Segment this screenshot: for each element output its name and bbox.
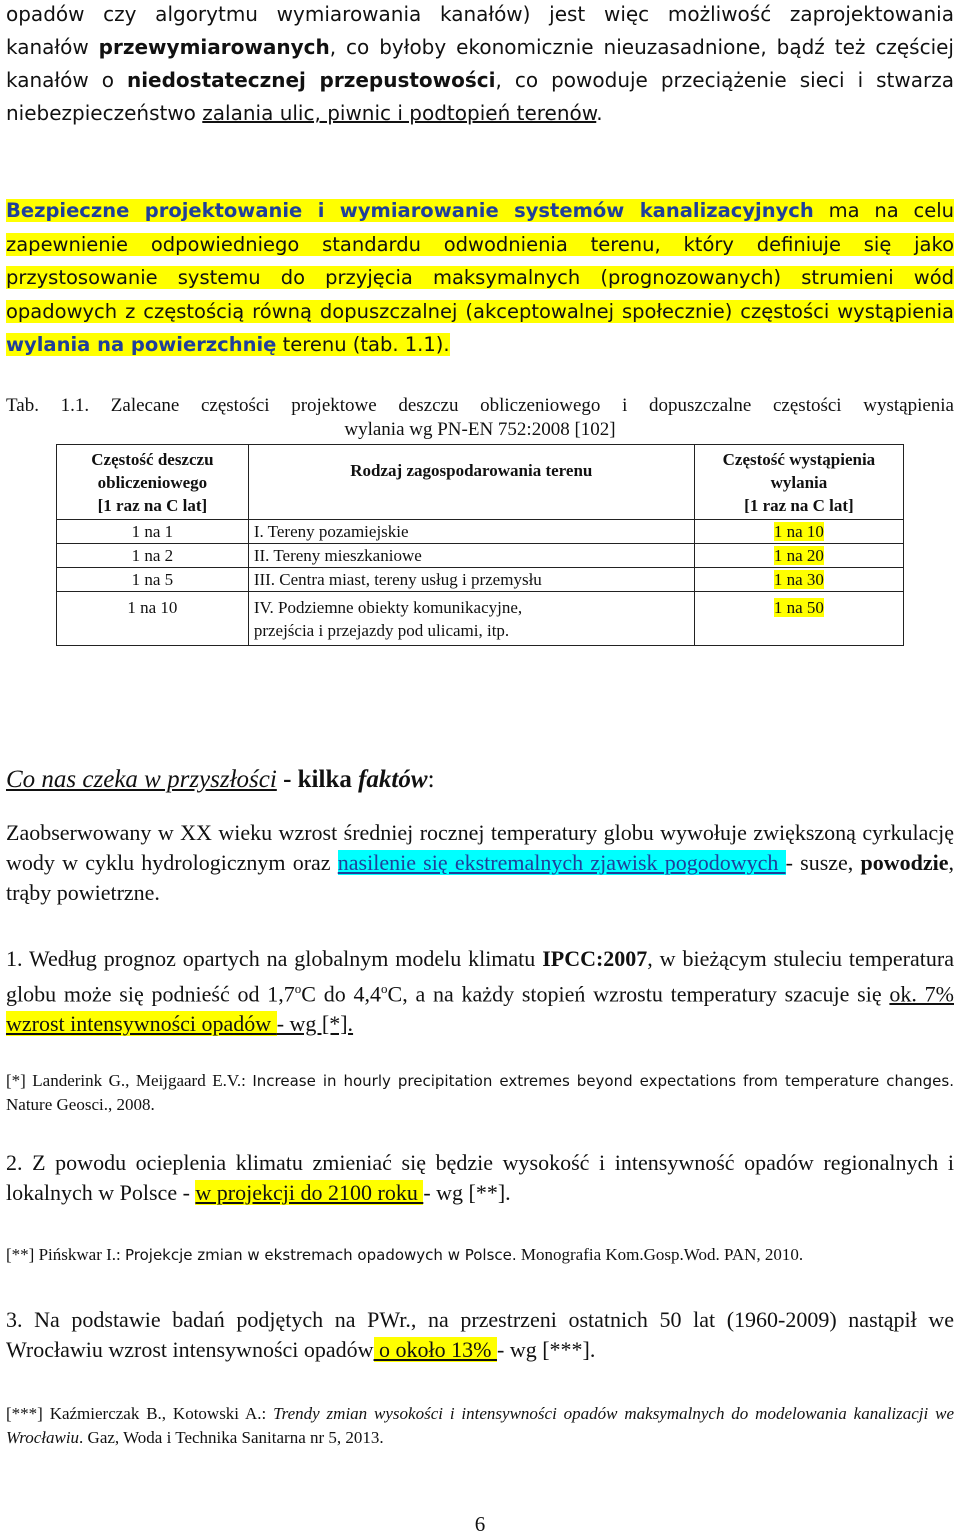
- table-caption: [6, 394, 954, 442]
- safe-design-paragraph: [6, 194, 954, 362]
- table-header-row: [57, 445, 904, 520]
- fact1-text-a: 1. Według prognoz opartych na globalnym modelu klimatu: [6, 946, 543, 971]
- cell-land-use: [248, 592, 694, 646]
- ref3-title: Trendy zmian wysokości i intensywności opadów maksymalnych do modelowania kanalizacji we Wrocławiu: [6, 1404, 955, 1447]
- header-col2-label: Rodzaj zagospodarowania terenu: [350, 461, 593, 480]
- future-heading: [6, 766, 435, 794]
- cell-flood-value: 1 na 20: [773, 546, 824, 565]
- ref1-journal: Nature Geosci., 2008.: [6, 1095, 155, 1114]
- fact3-text-a: 3. Na podstawie badań podjętych na PWr., na przestrzeni ostatnich 50 lat (1960-2009) nastąpił we Wrocławiu wzrost intensywności opadów: [6, 1307, 954, 1362]
- header-col3-line2: wylania: [770, 473, 828, 492]
- intro-line-3: [6, 64, 954, 97]
- fact-3: [6, 1305, 954, 1365]
- cell-land-use-line2: przejścia i przejazdy pod ulicami, itp.: [253, 621, 510, 640]
- safe-design-tail: terenu (tab. 1.1).: [276, 333, 450, 356]
- intro-text-4a: niebezpieczeństwo: [6, 101, 203, 125]
- cell-flood: [694, 568, 903, 592]
- header-flood-frequency: [694, 445, 903, 520]
- fact1-text-d: C, a na każdy stopień wzrostu temperatury szacuje się: [387, 981, 890, 1007]
- fact3-text-b: - wg [***].: [497, 1337, 596, 1362]
- future-paragraph: [6, 818, 954, 908]
- header-col1-line2: obliczeniowego: [97, 473, 208, 492]
- fact1-degree-1: o: [294, 981, 302, 996]
- fact1-ipcc: IPCC:2007: [542, 946, 648, 971]
- header-col3-line1: Częstość wystąpienia: [722, 450, 876, 469]
- fact2-text-b: - wg [**].: [423, 1180, 511, 1205]
- future-heading-italic: Co nas czeka w przyszłości: [6, 766, 277, 793]
- cell-land-use-line1: IV. Podziemne obiekty komunikacyjne,: [253, 598, 523, 617]
- fact1-text-b: , w bieżącym stuleciu temperatura globu może się podnieść od 1,7: [6, 946, 954, 1007]
- reference-3: [6, 1402, 954, 1450]
- cell-land-use: II. Tereny mieszkaniowe: [248, 544, 694, 568]
- intro-underlined-flooding: zalania ulic, piwnic i podtopień terenów: [202, 101, 597, 125]
- fact-2: [6, 1148, 954, 1208]
- table-row: [57, 520, 904, 544]
- header-rain-frequency: [57, 445, 249, 520]
- cell-rain: 1 na 10: [57, 592, 249, 646]
- fact2-highlight: w projekcji do 2100 roku: [195, 1180, 424, 1205]
- intro-text-1: opadów czy algorytmu wymiarowania kanałów) jest więc możliwość zaprojektowania: [6, 2, 954, 26]
- future-heading-bold: - kilka: [276, 766, 359, 793]
- future-text-c: , trąby powietrzne.: [6, 850, 954, 905]
- cell-rain: 1 na 2: [57, 544, 249, 568]
- future-text-b: - susze,: [785, 850, 861, 875]
- table-row: [57, 568, 904, 592]
- future-highlight-extreme: nasilenie się ekstremalnych zjawisk pogodowych: [337, 850, 786, 875]
- intro-paragraph: [6, 0, 954, 130]
- cell-land-use: I. Tereny pozamiejskie: [248, 520, 694, 544]
- header-land-use: [248, 445, 694, 520]
- ref2-title: Projekcje zmian w ekstremach opadowych w Polsce.: [124, 1246, 517, 1264]
- fact1-seven-percent: ok. 7%: [889, 981, 954, 1007]
- ref2-authors: [**] Pińskwar I.:: [6, 1245, 125, 1264]
- ref3-journal: . Gaz, Woda i Technika Sanitarna nr 5, 2013.: [79, 1428, 384, 1447]
- fact1-highlight: wzrost intensywności opadów: [6, 1011, 277, 1037]
- cell-flood: [694, 592, 903, 646]
- fact-1: [6, 944, 954, 1039]
- cell-rain: 1 na 1: [57, 520, 249, 544]
- fact2-text-a: 2. Z powodu ocieplenia klimatu zmieniać się będzie wysokość i intensywność opadów regionalnych i lokalnych w Polsce -: [6, 1150, 954, 1205]
- intro-text-3a: kanałów o: [6, 68, 127, 92]
- reference-2: [6, 1243, 954, 1267]
- future-heading-facts: faktów: [358, 766, 428, 793]
- cell-land-use: III. Centra miast, tereny usług i przemysłu: [248, 568, 694, 592]
- reference-1: [6, 1069, 954, 1117]
- table-row: [57, 592, 904, 646]
- safe-design-lead: Bezpieczne projektowanie i wymiarowanie systemów kanalizacyjnych: [6, 199, 814, 222]
- future-heading-colon: :: [427, 766, 435, 793]
- header-col1-line1: Częstość deszczu: [91, 450, 214, 469]
- intro-text-3c: , co powoduje przeciążenie sieci i stwarza: [495, 68, 954, 92]
- future-text-a: Zaobserwowany w XX wieku wzrost średniej rocznej temperatury globu wywołuje zwiększoną cyrkulację wody w cyklu hydrologicznym oraz: [6, 820, 954, 875]
- safe-design-bold-end: wylania na powierzchnię: [6, 333, 277, 356]
- intro-line-2: [6, 31, 954, 64]
- intro-line-1: [6, 0, 954, 31]
- cell-flood-value: 1 na 30: [773, 570, 824, 589]
- intro-text-4c: .: [596, 101, 603, 125]
- fact3-highlight: o około 13%: [373, 1337, 497, 1362]
- cell-flood-value: 1 na 10: [773, 522, 824, 541]
- table-caption-line-2: wylania wg PN-EN 752:2008 [102]: [344, 419, 616, 440]
- ref3-authors: [***] Kaźmierczak B., Kotowski A.:: [6, 1404, 274, 1423]
- intro-bold-oversized: przewymiarowanych: [98, 35, 330, 59]
- intro-line-4: [6, 97, 954, 130]
- intro-text-2c: , co byłoby ekonomicznie nieuzasadnione, bądź też częściej: [329, 35, 954, 59]
- ref2-publisher: Monografia Kom.Gosp.Wod. PAN, 2010.: [516, 1245, 804, 1264]
- cell-flood-value: 1 na 50: [773, 598, 824, 617]
- header-col3-line3: [1 raz na C lat]: [744, 496, 854, 515]
- intro-text-2a: kanałów: [6, 35, 99, 59]
- cell-flood: [694, 520, 903, 544]
- table-row: [57, 544, 904, 568]
- page-number: 6: [474, 1512, 486, 1536]
- ref1-authors: [*] Landerink G., Meijgaard E.V.:: [6, 1071, 253, 1090]
- fact1-degree-2: o: [381, 981, 388, 996]
- fact1-text-e: - wg [*].: [276, 1011, 354, 1037]
- cell-flood: [694, 544, 903, 568]
- design-frequency-table: [56, 444, 904, 646]
- intro-bold-insufficient: niedostatecznej przepustowości: [126, 68, 496, 92]
- future-bold-floods: powodzie: [860, 850, 949, 875]
- header-col1-line3: [1 raz na C lat]: [97, 496, 208, 515]
- fact1-text-c: C do 4,4: [301, 981, 382, 1007]
- table-caption-line-1: Tab. 1.1. Zalecane częstości projektowe deszczu obliczeniowego i dopuszczalne częstości wystąpienia: [6, 395, 954, 416]
- safe-design-body: ma na celu zapewnienie odpowiedniego standardu odwodnienia terenu, który definiuje się jako przystosowanie systemu do przyjęcia maksymalnych (prognozowanych) strumieni wód opadowych z częstością równą dopuszczalnej (akceptowalnej społecznie) częstości wystąpienia: [6, 199, 954, 323]
- cell-rain: 1 na 5: [57, 568, 249, 592]
- ref1-title: Increase in hourly precipitation extremes beyond expectations from temperature changes.: [252, 1072, 954, 1090]
